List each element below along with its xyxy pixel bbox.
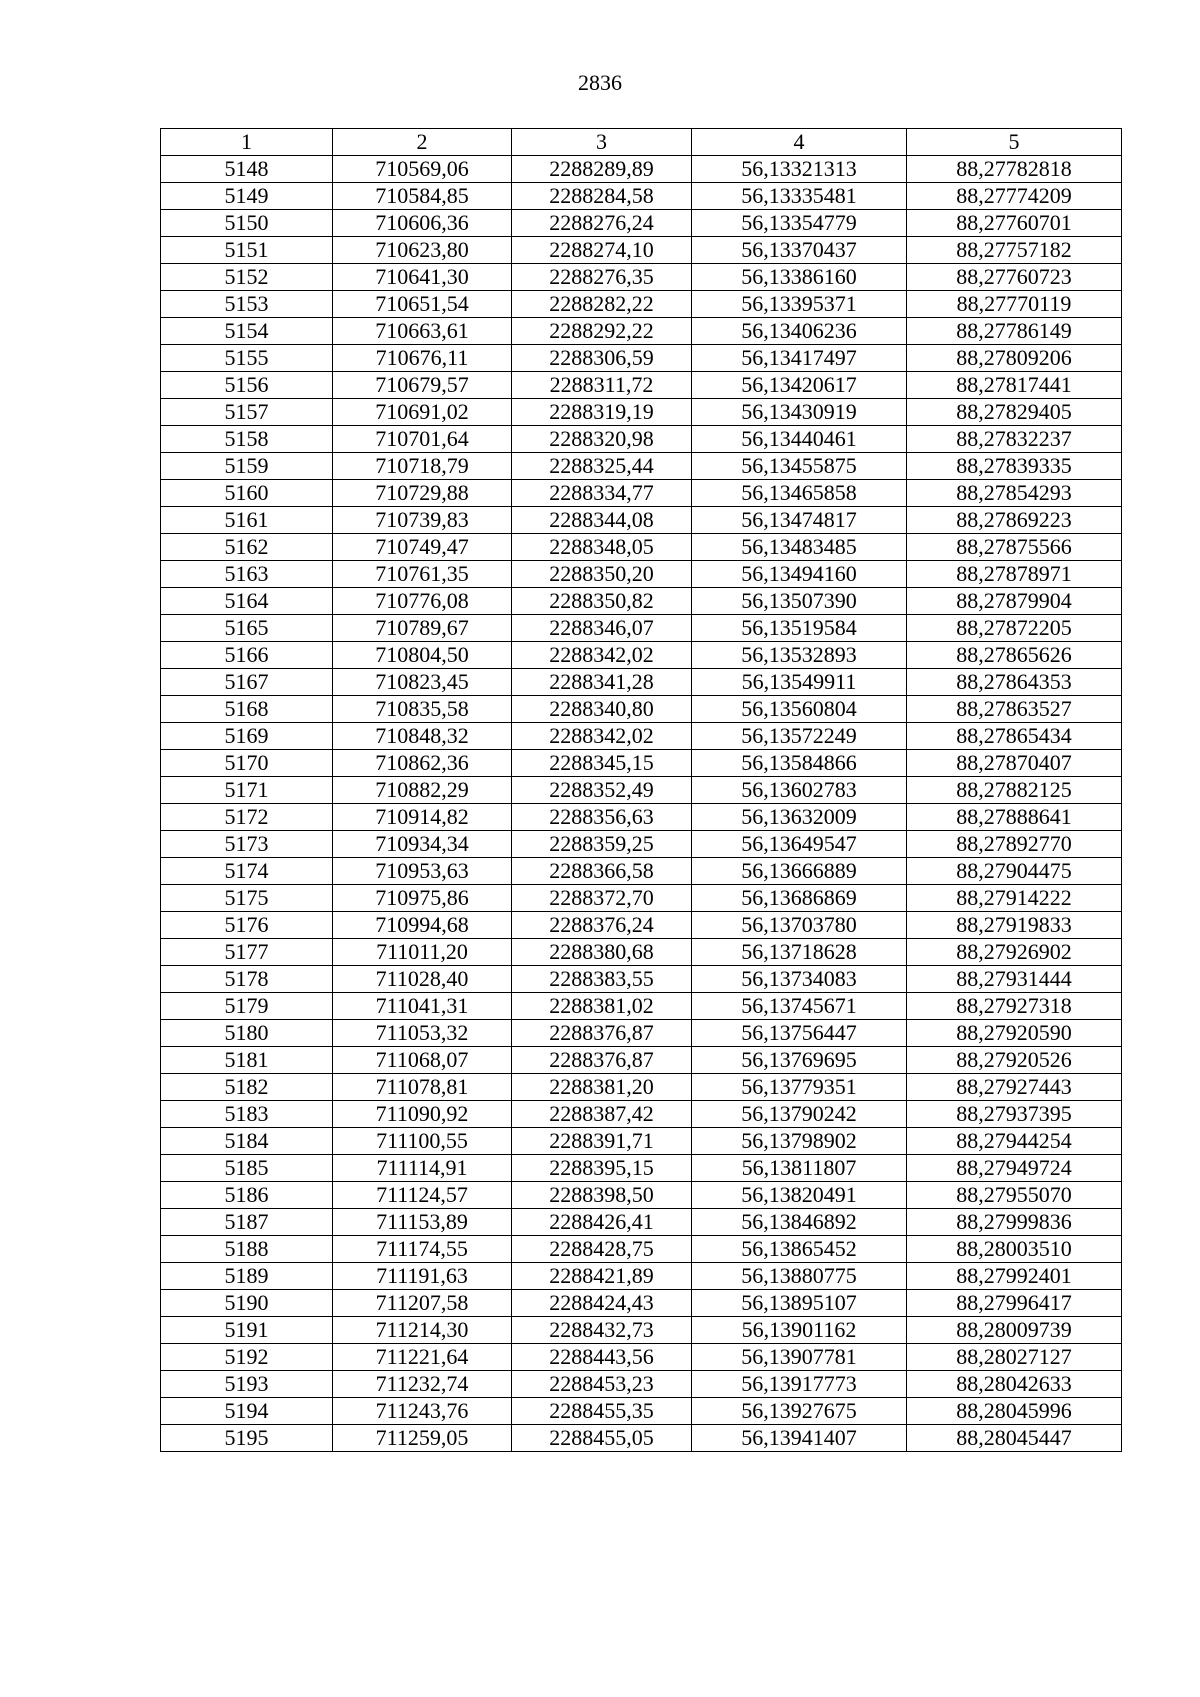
table-cell: 2288282,22 [512, 291, 692, 318]
table-cell: 88,28042633 [907, 1371, 1122, 1398]
table-cell: 2288276,24 [512, 210, 692, 237]
table-cell: 5168 [161, 696, 333, 723]
table-cell: 5166 [161, 642, 333, 669]
table-cell: 2288381,20 [512, 1074, 692, 1101]
table-cell: 88,27992401 [907, 1263, 1122, 1290]
table-cell: 710823,45 [333, 669, 512, 696]
table-cell: 711214,30 [333, 1317, 512, 1344]
table-cell: 56,13584866 [692, 750, 907, 777]
table-cell: 56,13483485 [692, 534, 907, 561]
table-row [161, 1236, 1122, 1263]
table-cell: 5179 [161, 993, 333, 1020]
table-cell: 88,27875566 [907, 534, 1122, 561]
table-cell: 88,27914222 [907, 885, 1122, 912]
table-cell: 710679,57 [333, 372, 512, 399]
table-cell: 88,27872205 [907, 615, 1122, 642]
header-row [161, 129, 1122, 156]
table-cell: 5150 [161, 210, 333, 237]
table-row [161, 885, 1122, 912]
table-cell: 711114,91 [333, 1155, 512, 1182]
table-cell: 2288381,02 [512, 993, 692, 1020]
table-cell: 56,13507390 [692, 588, 907, 615]
table-header [161, 129, 1122, 156]
table-cell: 5162 [161, 534, 333, 561]
table-cell: 56,13420617 [692, 372, 907, 399]
table-row [161, 1290, 1122, 1317]
table-cell: 5152 [161, 264, 333, 291]
table-cell: 56,13354779 [692, 210, 907, 237]
table-cell: 711041,31 [333, 993, 512, 1020]
table-cell: 88,27927443 [907, 1074, 1122, 1101]
table-cell: 710975,86 [333, 885, 512, 912]
table-cell: 2288325,44 [512, 453, 692, 480]
table-cell: 5175 [161, 885, 333, 912]
table-cell: 710701,64 [333, 426, 512, 453]
table-row [161, 183, 1122, 210]
table-cell: 711153,89 [333, 1209, 512, 1236]
table-cell: 88,28003510 [907, 1236, 1122, 1263]
table-cell: 88,27760723 [907, 264, 1122, 291]
table-cell: 2288398,50 [512, 1182, 692, 1209]
table-cell: 5192 [161, 1344, 333, 1371]
table-row [161, 345, 1122, 372]
table-cell: 2288342,02 [512, 723, 692, 750]
table-row [161, 534, 1122, 561]
table-cell: 5157 [161, 399, 333, 426]
table-cell: 88,27879904 [907, 588, 1122, 615]
table-cell: 5160 [161, 480, 333, 507]
table-row [161, 858, 1122, 885]
table-cell: 56,13865452 [692, 1236, 907, 1263]
table-cell: 56,13779351 [692, 1074, 907, 1101]
coordinates-table [160, 128, 1122, 1452]
table-cell: 56,13880775 [692, 1263, 907, 1290]
table-cell: 5165 [161, 615, 333, 642]
table-cell: 710729,88 [333, 480, 512, 507]
table-cell: 56,13406236 [692, 318, 907, 345]
table-cell: 88,28027127 [907, 1344, 1122, 1371]
table-row [161, 426, 1122, 453]
table-row [161, 1182, 1122, 1209]
table-row [161, 993, 1122, 1020]
table-cell: 88,27904475 [907, 858, 1122, 885]
table-cell: 88,27774209 [907, 183, 1122, 210]
table-row [161, 1074, 1122, 1101]
table-cell: 2288421,89 [512, 1263, 692, 1290]
table-cell: 88,27864353 [907, 669, 1122, 696]
table-row [161, 372, 1122, 399]
table-cell: 88,28009739 [907, 1317, 1122, 1344]
table-cell: 710739,83 [333, 507, 512, 534]
column-header: 5 [907, 129, 1122, 156]
table-cell: 56,13632009 [692, 804, 907, 831]
table-cell: 56,13941407 [692, 1425, 907, 1452]
table-cell: 5194 [161, 1398, 333, 1425]
table-cell: 88,27782818 [907, 156, 1122, 183]
table-cell: 88,27931444 [907, 966, 1122, 993]
table-cell: 2288274,10 [512, 237, 692, 264]
column-header: 4 [692, 129, 907, 156]
table-cell: 711028,40 [333, 966, 512, 993]
table-row [161, 1317, 1122, 1344]
table-cell: 2288348,05 [512, 534, 692, 561]
table-cell: 2288320,98 [512, 426, 692, 453]
table-cell: 88,27809206 [907, 345, 1122, 372]
table-cell: 5156 [161, 372, 333, 399]
table-cell: 5176 [161, 912, 333, 939]
table-cell: 2288376,24 [512, 912, 692, 939]
table-cell: 711232,74 [333, 1371, 512, 1398]
table-cell: 2288366,58 [512, 858, 692, 885]
table-row [161, 1209, 1122, 1236]
table-cell: 5151 [161, 237, 333, 264]
table-cell: 56,13549911 [692, 669, 907, 696]
table-cell: 5191 [161, 1317, 333, 1344]
table-row [161, 939, 1122, 966]
table-cell: 56,13756447 [692, 1020, 907, 1047]
table-cell: 710569,06 [333, 156, 512, 183]
table-cell: 5189 [161, 1263, 333, 1290]
table-cell: 88,27882125 [907, 777, 1122, 804]
table-cell: 88,27865626 [907, 642, 1122, 669]
table-cell: 56,13440461 [692, 426, 907, 453]
table-cell: 56,13335481 [692, 183, 907, 210]
table-cell: 56,13927675 [692, 1398, 907, 1425]
table-row [161, 1047, 1122, 1074]
table-cell: 2288424,43 [512, 1290, 692, 1317]
table-cell: 88,27760701 [907, 210, 1122, 237]
table-cell: 710994,68 [333, 912, 512, 939]
table-cell: 88,27920526 [907, 1047, 1122, 1074]
table-cell: 88,27865434 [907, 723, 1122, 750]
table-cell: 88,28045996 [907, 1398, 1122, 1425]
table-cell: 5195 [161, 1425, 333, 1452]
table-cell: 2288346,07 [512, 615, 692, 642]
table-cell: 2288289,89 [512, 156, 692, 183]
table-cell: 56,13769695 [692, 1047, 907, 1074]
table-cell: 5148 [161, 156, 333, 183]
table-cell: 710776,08 [333, 588, 512, 615]
table-cell: 2288350,82 [512, 588, 692, 615]
table-cell: 88,27863527 [907, 696, 1122, 723]
table-cell: 88,27757182 [907, 237, 1122, 264]
table-cell: 56,13790242 [692, 1101, 907, 1128]
table-cell: 710934,34 [333, 831, 512, 858]
table-cell: 5149 [161, 183, 333, 210]
table-cell: 710676,11 [333, 345, 512, 372]
table-cell: 711221,64 [333, 1344, 512, 1371]
table-cell: 5155 [161, 345, 333, 372]
table-row [161, 723, 1122, 750]
table-cell: 5171 [161, 777, 333, 804]
table-cell: 88,27817441 [907, 372, 1122, 399]
table-cell: 56,13386160 [692, 264, 907, 291]
table-cell: 56,13455875 [692, 453, 907, 480]
table-cell: 710882,29 [333, 777, 512, 804]
table-row [161, 615, 1122, 642]
table-cell: 56,13532893 [692, 642, 907, 669]
table-cell: 710691,02 [333, 399, 512, 426]
table-cell: 5182 [161, 1074, 333, 1101]
table-cell: 710584,85 [333, 183, 512, 210]
table-cell: 56,13465858 [692, 480, 907, 507]
table-cell: 88,27892770 [907, 831, 1122, 858]
table-row [161, 588, 1122, 615]
table-row [161, 1155, 1122, 1182]
table-cell: 56,13494160 [692, 561, 907, 588]
table-cell: 5187 [161, 1209, 333, 1236]
table-cell: 56,13474817 [692, 507, 907, 534]
table-cell: 2288432,73 [512, 1317, 692, 1344]
table-cell: 88,27920590 [907, 1020, 1122, 1047]
table-cell: 710749,47 [333, 534, 512, 561]
table-cell: 711078,81 [333, 1074, 512, 1101]
table-row [161, 453, 1122, 480]
table-cell: 56,13798902 [692, 1128, 907, 1155]
table-cell: 5161 [161, 507, 333, 534]
table-cell: 56,13820491 [692, 1182, 907, 1209]
table-row [161, 642, 1122, 669]
table-row [161, 1425, 1122, 1452]
table-cell: 5177 [161, 939, 333, 966]
table-cell: 5190 [161, 1290, 333, 1317]
table-cell: 711191,63 [333, 1263, 512, 1290]
table-cell: 710641,30 [333, 264, 512, 291]
column-header: 2 [333, 129, 512, 156]
table-row [161, 237, 1122, 264]
table-row [161, 1263, 1122, 1290]
table-row [161, 561, 1122, 588]
table-cell: 5174 [161, 858, 333, 885]
table-cell: 5164 [161, 588, 333, 615]
table-cell: 5193 [161, 1371, 333, 1398]
table-cell: 711207,58 [333, 1290, 512, 1317]
table-cell: 88,27919833 [907, 912, 1122, 939]
table-cell: 88,28045447 [907, 1425, 1122, 1452]
table-row [161, 318, 1122, 345]
table-cell: 88,27927318 [907, 993, 1122, 1020]
table-row [161, 669, 1122, 696]
table-cell: 5167 [161, 669, 333, 696]
table-cell: 5153 [161, 291, 333, 318]
table-cell: 88,27996417 [907, 1290, 1122, 1317]
table-cell: 5188 [161, 1236, 333, 1263]
table-cell: 56,13649547 [692, 831, 907, 858]
table-cell: 2288376,87 [512, 1047, 692, 1074]
table-cell: 710761,35 [333, 561, 512, 588]
table-cell: 88,27878971 [907, 561, 1122, 588]
table-row [161, 399, 1122, 426]
table-cell: 710804,50 [333, 642, 512, 669]
table-cell: 2288455,05 [512, 1425, 692, 1452]
table-cell: 88,27832237 [907, 426, 1122, 453]
table-cell: 88,27944254 [907, 1128, 1122, 1155]
table-row [161, 210, 1122, 237]
table-cell: 2288352,49 [512, 777, 692, 804]
table-row [161, 1101, 1122, 1128]
table-cell: 710835,58 [333, 696, 512, 723]
table-cell: 710914,82 [333, 804, 512, 831]
table-cell: 56,13734083 [692, 966, 907, 993]
column-header: 1 [161, 129, 333, 156]
table-cell: 2288334,77 [512, 480, 692, 507]
table-cell: 2288345,15 [512, 750, 692, 777]
table-cell: 710862,36 [333, 750, 512, 777]
table-cell: 56,13895107 [692, 1290, 907, 1317]
table-row [161, 777, 1122, 804]
table-row [161, 1020, 1122, 1047]
table-cell: 710623,80 [333, 237, 512, 264]
table-cell: 56,13666889 [692, 858, 907, 885]
table-cell: 56,13572249 [692, 723, 907, 750]
table-cell: 2288380,68 [512, 939, 692, 966]
table-cell: 56,13602783 [692, 777, 907, 804]
table-row [161, 1344, 1122, 1371]
table-cell: 2288453,23 [512, 1371, 692, 1398]
table-cell: 5185 [161, 1155, 333, 1182]
table-cell: 711068,07 [333, 1047, 512, 1074]
table-cell: 710718,79 [333, 453, 512, 480]
table-cell: 2288443,56 [512, 1344, 692, 1371]
table-cell: 2288276,35 [512, 264, 692, 291]
table-row [161, 264, 1122, 291]
table-cell: 2288356,63 [512, 804, 692, 831]
table-cell: 56,13430919 [692, 399, 907, 426]
table-cell: 2288359,25 [512, 831, 692, 858]
table-row [161, 696, 1122, 723]
table-cell: 710789,67 [333, 615, 512, 642]
table-cell: 5178 [161, 966, 333, 993]
table-row [161, 507, 1122, 534]
table-cell: 710606,36 [333, 210, 512, 237]
table-cell: 2288311,72 [512, 372, 692, 399]
table-cell: 2288426,41 [512, 1209, 692, 1236]
table-cell: 56,13745671 [692, 993, 907, 1020]
table-cell: 56,13917773 [692, 1371, 907, 1398]
table-cell: 2288340,80 [512, 696, 692, 723]
table-cell: 5181 [161, 1047, 333, 1074]
table-cell: 56,13703780 [692, 912, 907, 939]
table-cell: 2288383,55 [512, 966, 692, 993]
table-cell: 56,13395371 [692, 291, 907, 318]
table-row [161, 480, 1122, 507]
table-cell: 88,27854293 [907, 480, 1122, 507]
table-cell: 2288387,42 [512, 1101, 692, 1128]
table-cell: 710663,61 [333, 318, 512, 345]
table-cell: 711174,55 [333, 1236, 512, 1263]
table-cell: 2288292,22 [512, 318, 692, 345]
table-cell: 2288395,15 [512, 1155, 692, 1182]
table-cell: 711124,57 [333, 1182, 512, 1209]
table-cell: 710651,54 [333, 291, 512, 318]
table-row [161, 1398, 1122, 1425]
table-cell: 56,13417497 [692, 345, 907, 372]
table-row [161, 1128, 1122, 1155]
table-cell: 56,13321313 [692, 156, 907, 183]
table-cell: 2288319,19 [512, 399, 692, 426]
table-cell: 88,27829405 [907, 399, 1122, 426]
table-cell: 56,13370437 [692, 237, 907, 264]
table-cell: 5158 [161, 426, 333, 453]
table-cell: 56,13718628 [692, 939, 907, 966]
table-cell: 710848,32 [333, 723, 512, 750]
table-cell: 711011,20 [333, 939, 512, 966]
table-cell: 5172 [161, 804, 333, 831]
table-cell: 88,27949724 [907, 1155, 1122, 1182]
table-cell: 711090,92 [333, 1101, 512, 1128]
table-row [161, 831, 1122, 858]
table-cell: 88,27770119 [907, 291, 1122, 318]
table-row [161, 804, 1122, 831]
table-cell: 5173 [161, 831, 333, 858]
table-cell: 5169 [161, 723, 333, 750]
table-cell: 88,27955070 [907, 1182, 1122, 1209]
table-cell: 56,13846892 [692, 1209, 907, 1236]
table-cell: 2288341,28 [512, 669, 692, 696]
table-cell: 56,13519584 [692, 615, 907, 642]
table-cell: 56,13686869 [692, 885, 907, 912]
table-row [161, 966, 1122, 993]
table-cell: 56,13560804 [692, 696, 907, 723]
table-cell: 711243,76 [333, 1398, 512, 1425]
table-cell: 5159 [161, 453, 333, 480]
table-cell: 88,27937395 [907, 1101, 1122, 1128]
table-cell: 711259,05 [333, 1425, 512, 1452]
table-cell: 5163 [161, 561, 333, 588]
table-cell: 2288372,70 [512, 885, 692, 912]
table-body [161, 156, 1122, 1452]
table-cell: 2288350,20 [512, 561, 692, 588]
table-cell: 5186 [161, 1182, 333, 1209]
table-row [161, 1371, 1122, 1398]
table-cell: 5184 [161, 1128, 333, 1155]
table-cell: 5180 [161, 1020, 333, 1047]
table-cell: 5170 [161, 750, 333, 777]
table-cell: 711053,32 [333, 1020, 512, 1047]
table-cell: 88,27786149 [907, 318, 1122, 345]
table-cell: 56,13901162 [692, 1317, 907, 1344]
table-row [161, 750, 1122, 777]
table-cell: 5183 [161, 1101, 333, 1128]
table-cell: 710953,63 [333, 858, 512, 885]
column-header: 3 [512, 129, 692, 156]
table-cell: 2288376,87 [512, 1020, 692, 1047]
table-cell: 88,27870407 [907, 750, 1122, 777]
table-cell: 88,27869223 [907, 507, 1122, 534]
table-cell: 5154 [161, 318, 333, 345]
page-number: 2836 [578, 70, 622, 95]
table-cell: 2288284,58 [512, 183, 692, 210]
table-cell: 56,13811807 [692, 1155, 907, 1182]
table-cell: 711100,55 [333, 1128, 512, 1155]
table-row [161, 912, 1122, 939]
table-cell: 88,27999836 [907, 1209, 1122, 1236]
table-cell: 88,27926902 [907, 939, 1122, 966]
table-cell: 2288342,02 [512, 642, 692, 669]
table-cell: 56,13907781 [692, 1344, 907, 1371]
table-row [161, 291, 1122, 318]
table-cell: 2288391,71 [512, 1128, 692, 1155]
table-row [161, 156, 1122, 183]
table-cell: 2288344,08 [512, 507, 692, 534]
table-cell: 88,27888641 [907, 804, 1122, 831]
table-cell: 88,27839335 [907, 453, 1122, 480]
table-cell: 2288306,59 [512, 345, 692, 372]
table-cell: 2288455,35 [512, 1398, 692, 1425]
table-cell: 2288428,75 [512, 1236, 692, 1263]
